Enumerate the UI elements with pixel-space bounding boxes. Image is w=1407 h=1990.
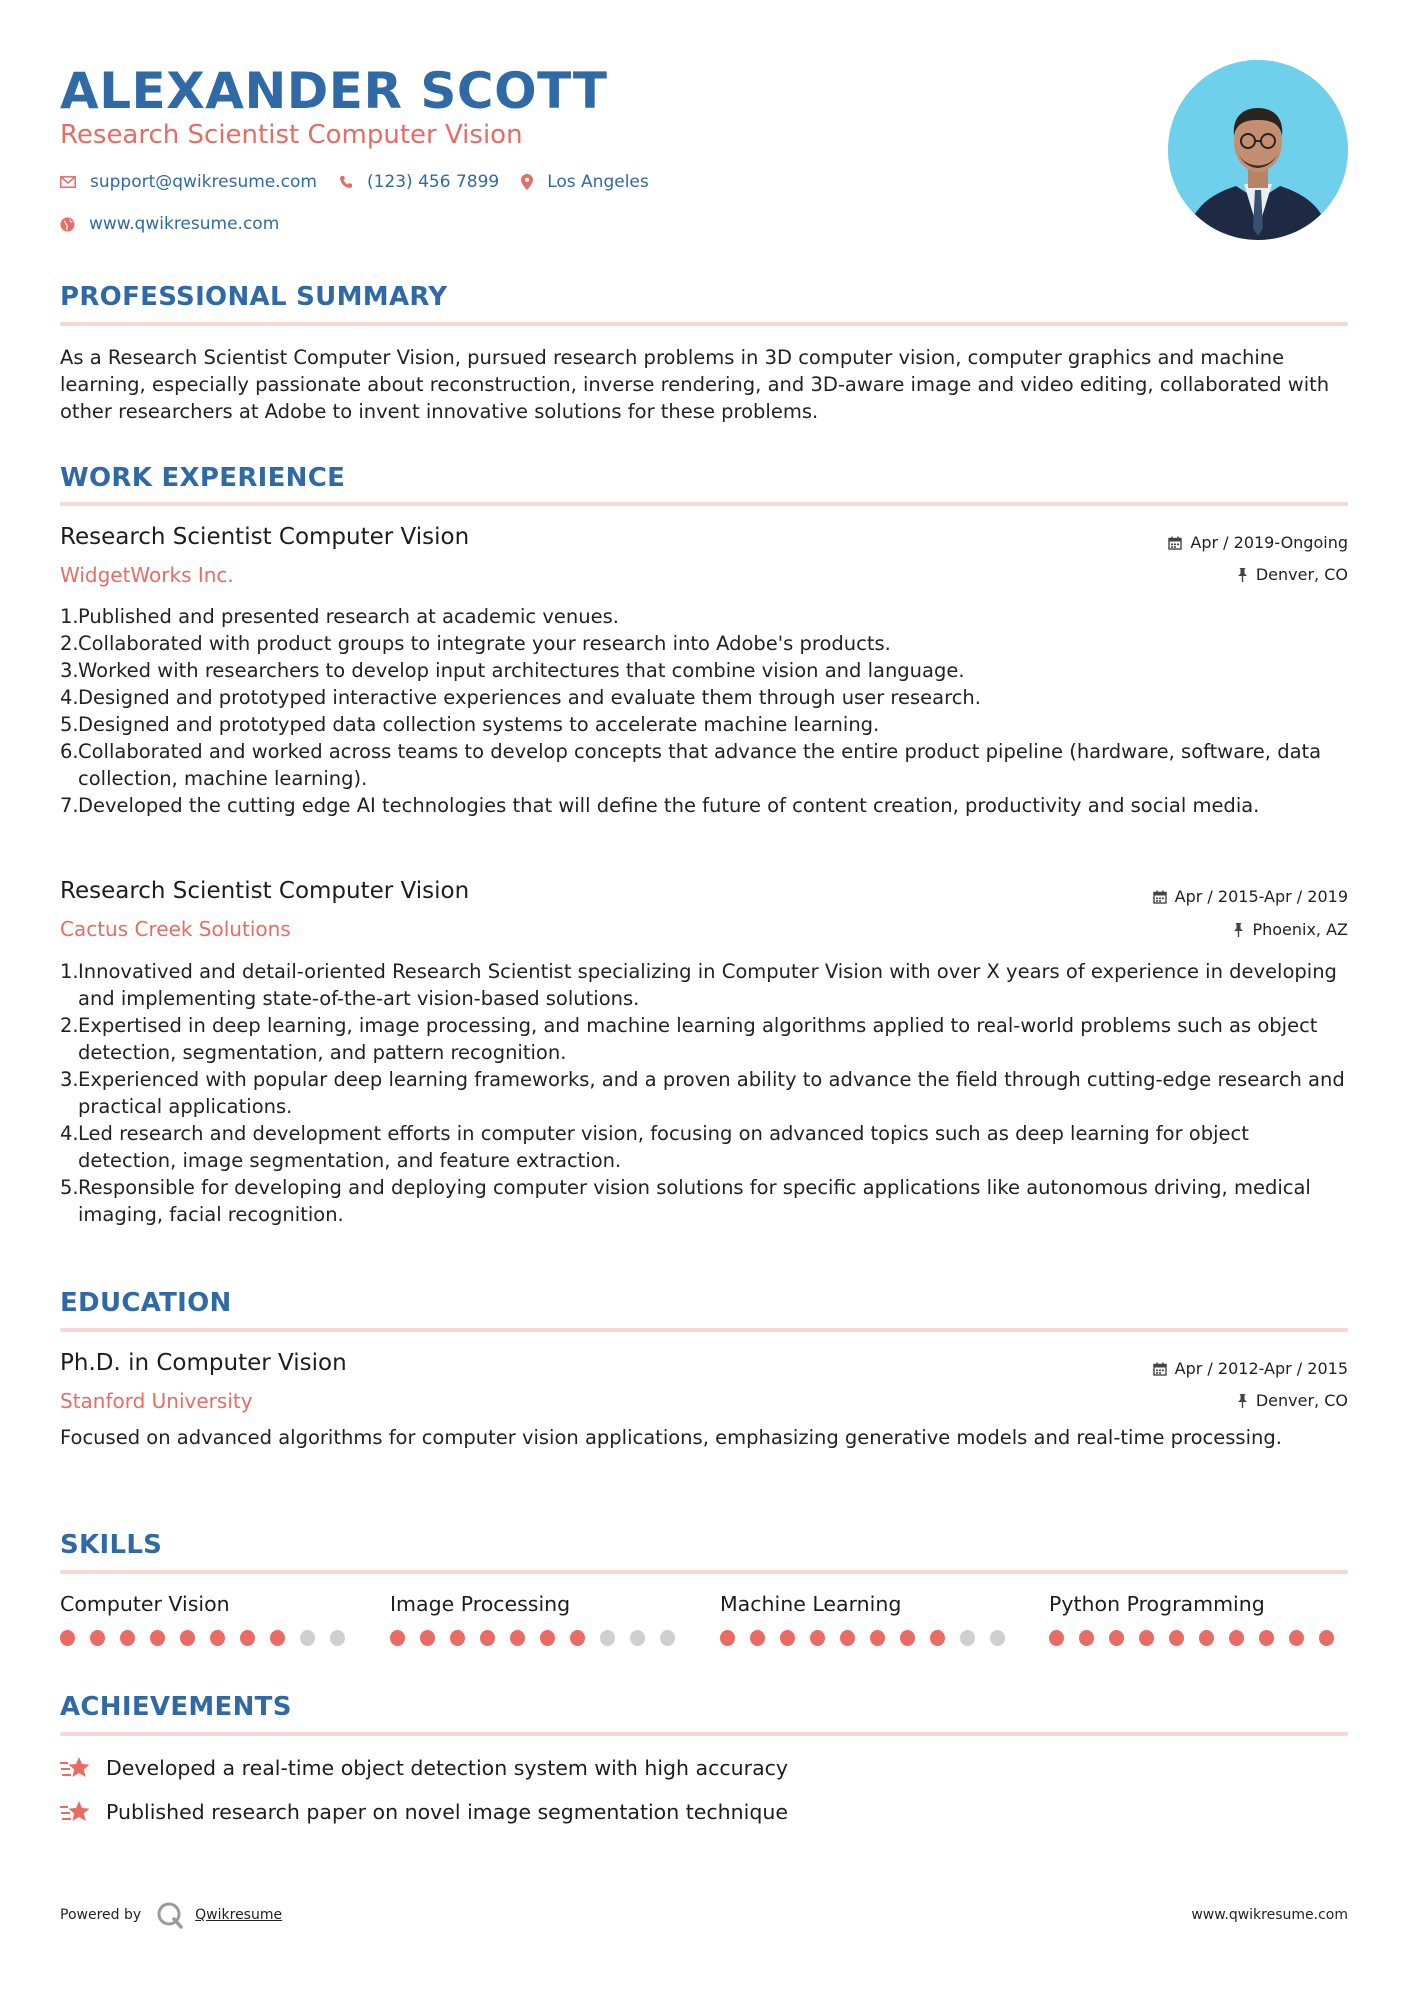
shooting-star-icon — [60, 1754, 92, 1782]
achievement-text: Developed a real-time object detection system with high accuracy — [106, 1756, 789, 1780]
bullet-text: Designed and prototyped interactive experiences and evaluate them through user research. — [78, 686, 981, 709]
bullet-text: Responsible for developing and deploying computer vision solutions for specific applications like autonomous driving, medical imaging, facial recognition. — [78, 1176, 1311, 1226]
job-bullets — [60, 603, 1350, 819]
rating-dot-filled — [1109, 1630, 1124, 1646]
section-divider — [60, 1570, 1348, 1574]
list-item: 1. Innovatived and detail-oriented Research Scientist specializing in Computer Vision with over X years of experience in developing and implementing state-of-the-art vision-based solutions. — [60, 958, 1350, 1012]
rating-dot-filled — [1079, 1630, 1094, 1646]
skill-name: Python Programming — [1049, 1592, 1265, 1616]
school-name: Stanford University — [60, 1389, 253, 1413]
calendar-icon — [1153, 1362, 1167, 1376]
bullet-text: Collaborated with product groups to integrate your research into Adobe's products. — [78, 632, 891, 655]
skill-name: Machine Learning — [720, 1592, 902, 1616]
education-dates — [1153, 1359, 1348, 1378]
candidate-title: Research Scientist Computer Vision — [60, 120, 523, 150]
candidate-name: ALEXANDER SCOTT — [60, 62, 608, 120]
list-item: 6. Collaborated and worked across teams to develop concepts that advance the entire product pipeline (hardware, software, data collection, machine learning). — [60, 738, 1350, 792]
bullet-text: Worked with researchers to develop input architectures that combine vision and language. — [78, 659, 965, 682]
location-text: Los Angeles — [547, 172, 649, 192]
rating-dot-filled — [900, 1630, 915, 1646]
rating-dot-filled — [1199, 1630, 1214, 1646]
rating-dot-filled — [180, 1630, 195, 1646]
email-text: support@qwikresume.com — [90, 172, 317, 192]
rating-dot-empty — [330, 1630, 345, 1646]
rating-dot-filled — [930, 1630, 945, 1646]
bullet-text: Experienced with popular deep learning frameworks, and a proven ability to advance the field through cutting-edge research and practical applications. — [78, 1068, 1345, 1118]
contact-row — [60, 172, 671, 192]
list-item: 5. Responsible for developing and deploying computer vision solutions for specific applications like autonomous driving, medical imaging, facial recognition. — [60, 1174, 1350, 1228]
email-icon — [60, 176, 76, 188]
rating-dot-filled — [120, 1630, 135, 1646]
rating-dot-filled — [1139, 1630, 1154, 1646]
list-item: 1. Published and presented research at academic venues. — [60, 605, 619, 628]
bullet-text: Developed the cutting edge AI technologies that will define the future of content creation, productivity and social media. — [78, 794, 1260, 817]
rating-dot-filled — [390, 1630, 405, 1646]
rating-dot-filled — [1229, 1630, 1244, 1646]
pushpin-icon — [1237, 568, 1248, 582]
list-item: 7. Developed the cutting edge AI technologies that will define the future of content creation, productivity and social media. — [60, 794, 1260, 817]
skill-rating — [1049, 1630, 1349, 1646]
pushpin-icon — [1237, 1394, 1248, 1408]
rating-dot-empty — [300, 1630, 315, 1646]
pushpin-icon — [1233, 923, 1244, 937]
rating-dot-filled — [450, 1630, 465, 1646]
section-divider — [60, 322, 1348, 326]
rating-dot-filled — [540, 1630, 555, 1646]
contact-row-website — [60, 214, 301, 234]
skill-rating — [720, 1630, 1020, 1646]
education-location — [1237, 1391, 1348, 1410]
rating-dot-empty — [960, 1630, 975, 1646]
phone-contact[interactable] — [339, 172, 499, 192]
profile-photo — [1168, 60, 1348, 240]
company-name: Cactus Creek Solutions — [60, 917, 291, 941]
rating-dot-filled — [210, 1630, 225, 1646]
bullet-text: Collaborated and worked across teams to develop concepts that advance the entire product pipeline (hardware, software, data collection, machine learning). — [78, 740, 1322, 790]
phone-icon — [339, 175, 353, 189]
list-item: 2. Collaborated with product groups to integrate your research into Adobe's products. — [60, 632, 891, 655]
degree-title: Ph.D. in Computer Vision — [60, 1350, 347, 1376]
rating-dot-filled — [480, 1630, 495, 1646]
bullet-text: Led research and development efforts in computer vision, focusing on advanced topics such as deep learning for object detection, image segmentation, and feature extraction. — [78, 1122, 1249, 1172]
email-contact[interactable] — [60, 172, 317, 192]
job-title: Research Scientist Computer Vision — [60, 878, 470, 904]
rating-dot-filled — [510, 1630, 525, 1646]
education-heading: EDUCATION — [60, 1288, 232, 1318]
rating-dot-filled — [60, 1630, 75, 1646]
education-dates-text: Apr / 2012-Apr / 2015 — [1174, 1359, 1348, 1378]
achievement-item — [60, 1754, 788, 1782]
skill-item — [1049, 1592, 1349, 1646]
rating-dot-filled — [150, 1630, 165, 1646]
skills-heading: SKILLS — [60, 1530, 163, 1560]
section-divider — [60, 502, 1348, 506]
rating-dot-filled — [720, 1630, 735, 1646]
skill-name: Image Processing — [390, 1592, 571, 1616]
summary-heading: PROFESSIONAL SUMMARY — [60, 282, 448, 312]
calendar-icon — [1168, 536, 1182, 550]
job-location-text: Denver, CO — [1255, 565, 1348, 584]
website-text: www.qwikresume.com — [89, 214, 280, 234]
rating-dot-empty — [990, 1630, 1005, 1646]
achievement-text: Published research paper on novel image segmentation technique — [106, 1800, 788, 1824]
job-location-text: Phoenix, AZ — [1252, 920, 1348, 939]
map-pin-icon — [521, 174, 533, 190]
rating-dot-filled — [270, 1630, 285, 1646]
skill-item — [720, 1592, 1020, 1646]
skill-rating — [60, 1630, 360, 1646]
job-bullets — [60, 958, 1350, 1228]
rating-dot-filled — [1319, 1630, 1334, 1646]
section-divider — [60, 1732, 1348, 1736]
calendar-icon — [1153, 890, 1167, 904]
rating-dot-filled — [570, 1630, 585, 1646]
rating-dot-filled — [1259, 1630, 1274, 1646]
rating-dot-filled — [90, 1630, 105, 1646]
job-dates — [1168, 533, 1348, 552]
bullet-text: Designed and prototyped data collection systems to accelerate machine learning. — [78, 713, 880, 736]
experience-heading: WORK EXPERIENCE — [60, 463, 346, 493]
website-contact[interactable] — [60, 214, 279, 234]
job-title: Research Scientist Computer Vision — [60, 524, 470, 550]
rating-dot-filled — [840, 1630, 855, 1646]
qwikresume-link[interactable]: Qwikresume — [195, 1907, 283, 1923]
rating-dot-filled — [780, 1630, 795, 1646]
job-dates-text: Apr / 2015-Apr / 2019 — [1174, 887, 1348, 906]
skill-item — [60, 1592, 360, 1646]
rating-dot-filled — [1289, 1630, 1304, 1646]
rating-dot-empty — [600, 1630, 615, 1646]
list-item: 2. Expertised in deep learning, image processing, and machine learning algorithms applied to real-world problems such as object detection, segmentation, and pattern recognition. — [60, 1012, 1350, 1066]
rating-dot-filled — [420, 1630, 435, 1646]
summary-text: As a Research Scientist Computer Vision, pursued research problems in 3D computer vision, computer graphics and machine learning, especially passionate about reconstruction, inverse rendering, and 3D-aware image and video editing, collaborated with other researchers at Adobe to invent innovative solutions for these problems. — [60, 346, 1330, 423]
bullet-text: Published and presented research at academic venues. — [78, 605, 619, 628]
job-location — [1237, 565, 1348, 584]
rating-dot-empty — [630, 1630, 645, 1646]
qwikresume-logo-icon — [155, 1900, 185, 1930]
section-divider — [60, 1328, 1348, 1332]
achievement-item — [60, 1798, 788, 1826]
rating-dot-empty — [660, 1630, 675, 1646]
globe-icon — [60, 217, 75, 232]
achievements-heading: ACHIEVEMENTS — [60, 1692, 292, 1722]
location-contact — [521, 172, 649, 192]
list-item: 3. Worked with researchers to develop input architectures that combine vision and language. — [60, 659, 965, 682]
list-item: 5. Designed and prototyped data collection systems to accelerate machine learning. — [60, 713, 880, 736]
rating-dot-filled — [1049, 1630, 1064, 1646]
rating-dot-filled — [750, 1630, 765, 1646]
powered-by-text: Powered by — [60, 1907, 142, 1923]
shooting-star-icon — [60, 1798, 92, 1826]
education-description: Focused on advanced algorithms for computer vision applications, emphasizing generative models and real-time processing. — [60, 1426, 1282, 1449]
rating-dot-filled — [1169, 1630, 1184, 1646]
skill-name: Computer Vision — [60, 1592, 230, 1616]
education-location-text: Denver, CO — [1255, 1391, 1348, 1410]
job-dates-text: Apr / 2019-Ongoing — [1190, 533, 1348, 552]
job-dates — [1153, 887, 1348, 906]
footer-powered-by — [60, 1900, 282, 1930]
phone-text: (123) 456 7899 — [366, 172, 500, 192]
skill-rating — [390, 1630, 690, 1646]
list-item: 3. Experienced with popular deep learning frameworks, and a proven ability to advance the field through cutting-edge research and practical applications. — [60, 1066, 1350, 1120]
profile-photo-illustration — [1168, 60, 1348, 240]
list-item: 4. Designed and prototyped interactive experiences and evaluate them through user research. — [60, 686, 981, 709]
list-item: 4. Led research and development efforts in computer vision, focusing on advanced topics such as deep learning for object detection, image segmentation, and feature extraction. — [60, 1120, 1350, 1174]
footer-url[interactable]: www.qwikresume.com — [1191, 1907, 1348, 1923]
bullet-text: Expertised in deep learning, image processing, and machine learning algorithms applied to real-world problems such as object detection, segmentation, and pattern recognition. — [78, 1014, 1318, 1064]
rating-dot-filled — [240, 1630, 255, 1646]
company-name: WidgetWorks Inc. — [60, 563, 234, 587]
rating-dot-filled — [870, 1630, 885, 1646]
job-location — [1233, 920, 1348, 939]
skill-item — [390, 1592, 690, 1646]
bullet-text: Innovatived and detail-oriented Research Scientist specializing in Computer Vision with over X years of experience in developing and implementing state-of-the-art vision-based solutions. — [78, 960, 1337, 1010]
rating-dot-filled — [810, 1630, 825, 1646]
